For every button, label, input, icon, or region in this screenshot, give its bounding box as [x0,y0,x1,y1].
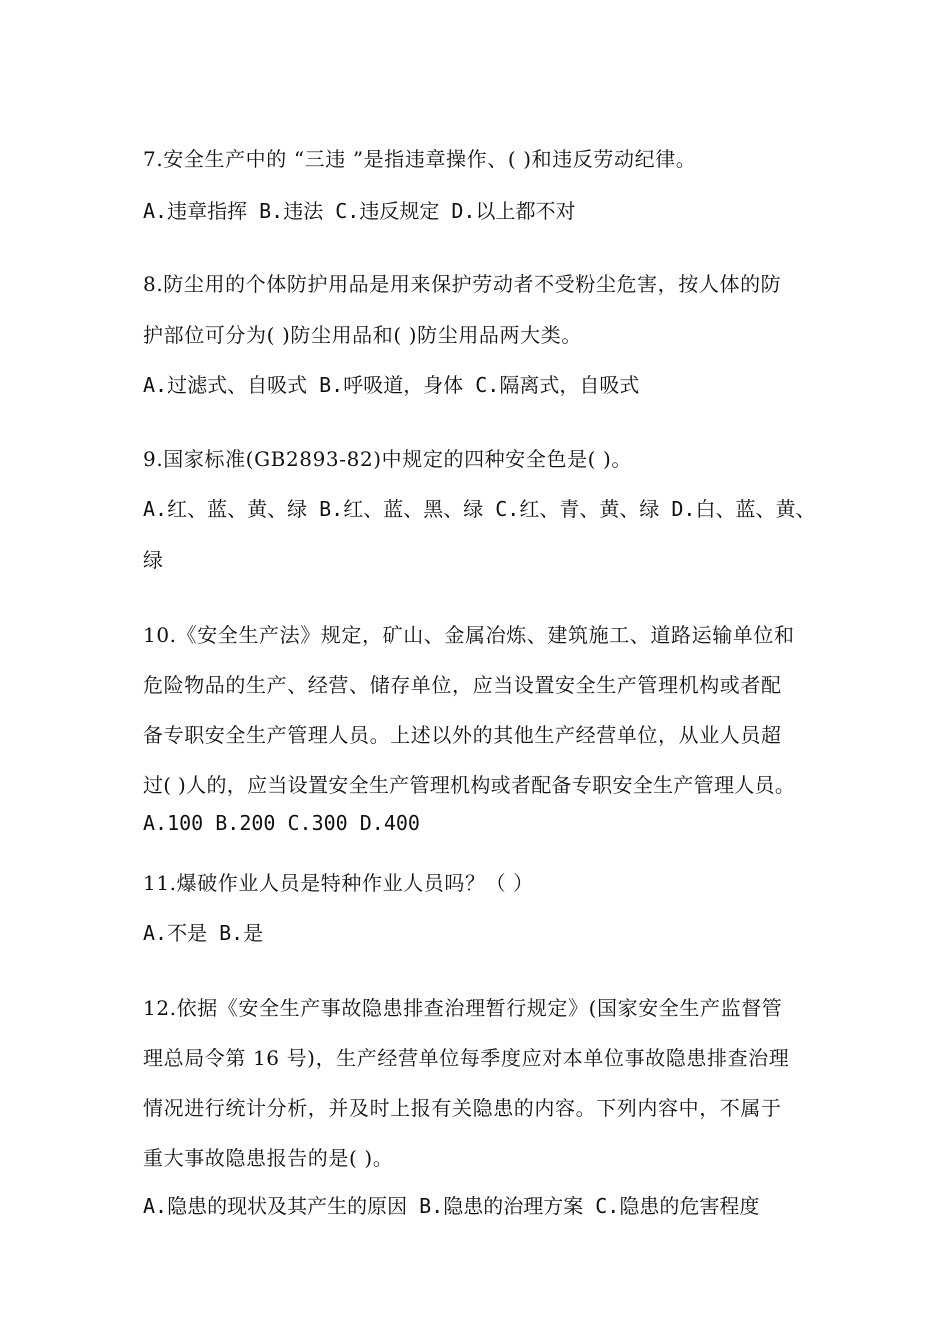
question-options-line: A.红、蓝、黄、绿 B.红、蓝、黑、绿 C.红、青、黄、绿 D.白、蓝、黄、 [143,497,816,521]
question-stem-line: 10.《安全生产法》规定，矿山、金属冶炼、建筑施工、道路运输单位和 [143,623,795,647]
question-stem-line: 12.依据《安全生产事故隐患排查治理暂行规定》(国家安全生产监督管 [143,996,783,1020]
question-stem-line: 危险物品的生产、经营、储存单位，应当设置安全生产管理机构或者配 [143,673,782,697]
question-options-line: 绿 [143,548,164,572]
question-stem-line: 11.爆破作业人员是特种作业人员吗？（ ） [143,871,534,895]
question-options-line: A.100 B.200 C.300 D.400 [143,811,420,835]
question-stem-line: 理总局令第 16 号)，生产经营单位每季度应对本单位事故隐患排查治理 [143,1046,790,1070]
question-stem-line: 7.安全生产中的 “三违 ”是指违章操作、( )和违反劳动纪律。 [143,147,697,171]
question-stem-line: 8.防尘用的个体防护用品是用来保护劳动者不受粉尘危害，按人体的防 [143,272,782,296]
question-stem-line: 9.国家标准(GB2893-82)中规定的四种安全色是( )。 [143,447,633,471]
question-options-line: A.违章指挥 B.违法 C.违反规定 D.以上都不对 [143,199,576,223]
question-stem-line: 备专职安全生产管理人员。上述以外的其他生产经营单位，从业人员超 [143,723,782,747]
question-stem-line: 护部位可分为( )防尘用品和( )防尘用品两大类。 [143,323,582,347]
question-stem-line: 重大事故隐患报告的是( )。 [143,1146,394,1170]
question-stem-line: 过( )人的，应当设置安全生产管理机构或者配备专职安全生产管理人员。 [143,773,796,797]
question-options-line: A.不是 B.是 [143,921,264,945]
question-options-line: A.过滤式、自吸式 B.呼吸道，身体 C.隔离式，自吸式 [143,373,640,397]
question-options-line: A.隐患的现状及其产生的原因 B.隐患的治理方案 C.隐患的危害程度 [143,1194,760,1218]
question-stem-line: 情况进行统计分析，并及时上报有关隐患的内容。下列内容中，不属于 [143,1096,782,1120]
